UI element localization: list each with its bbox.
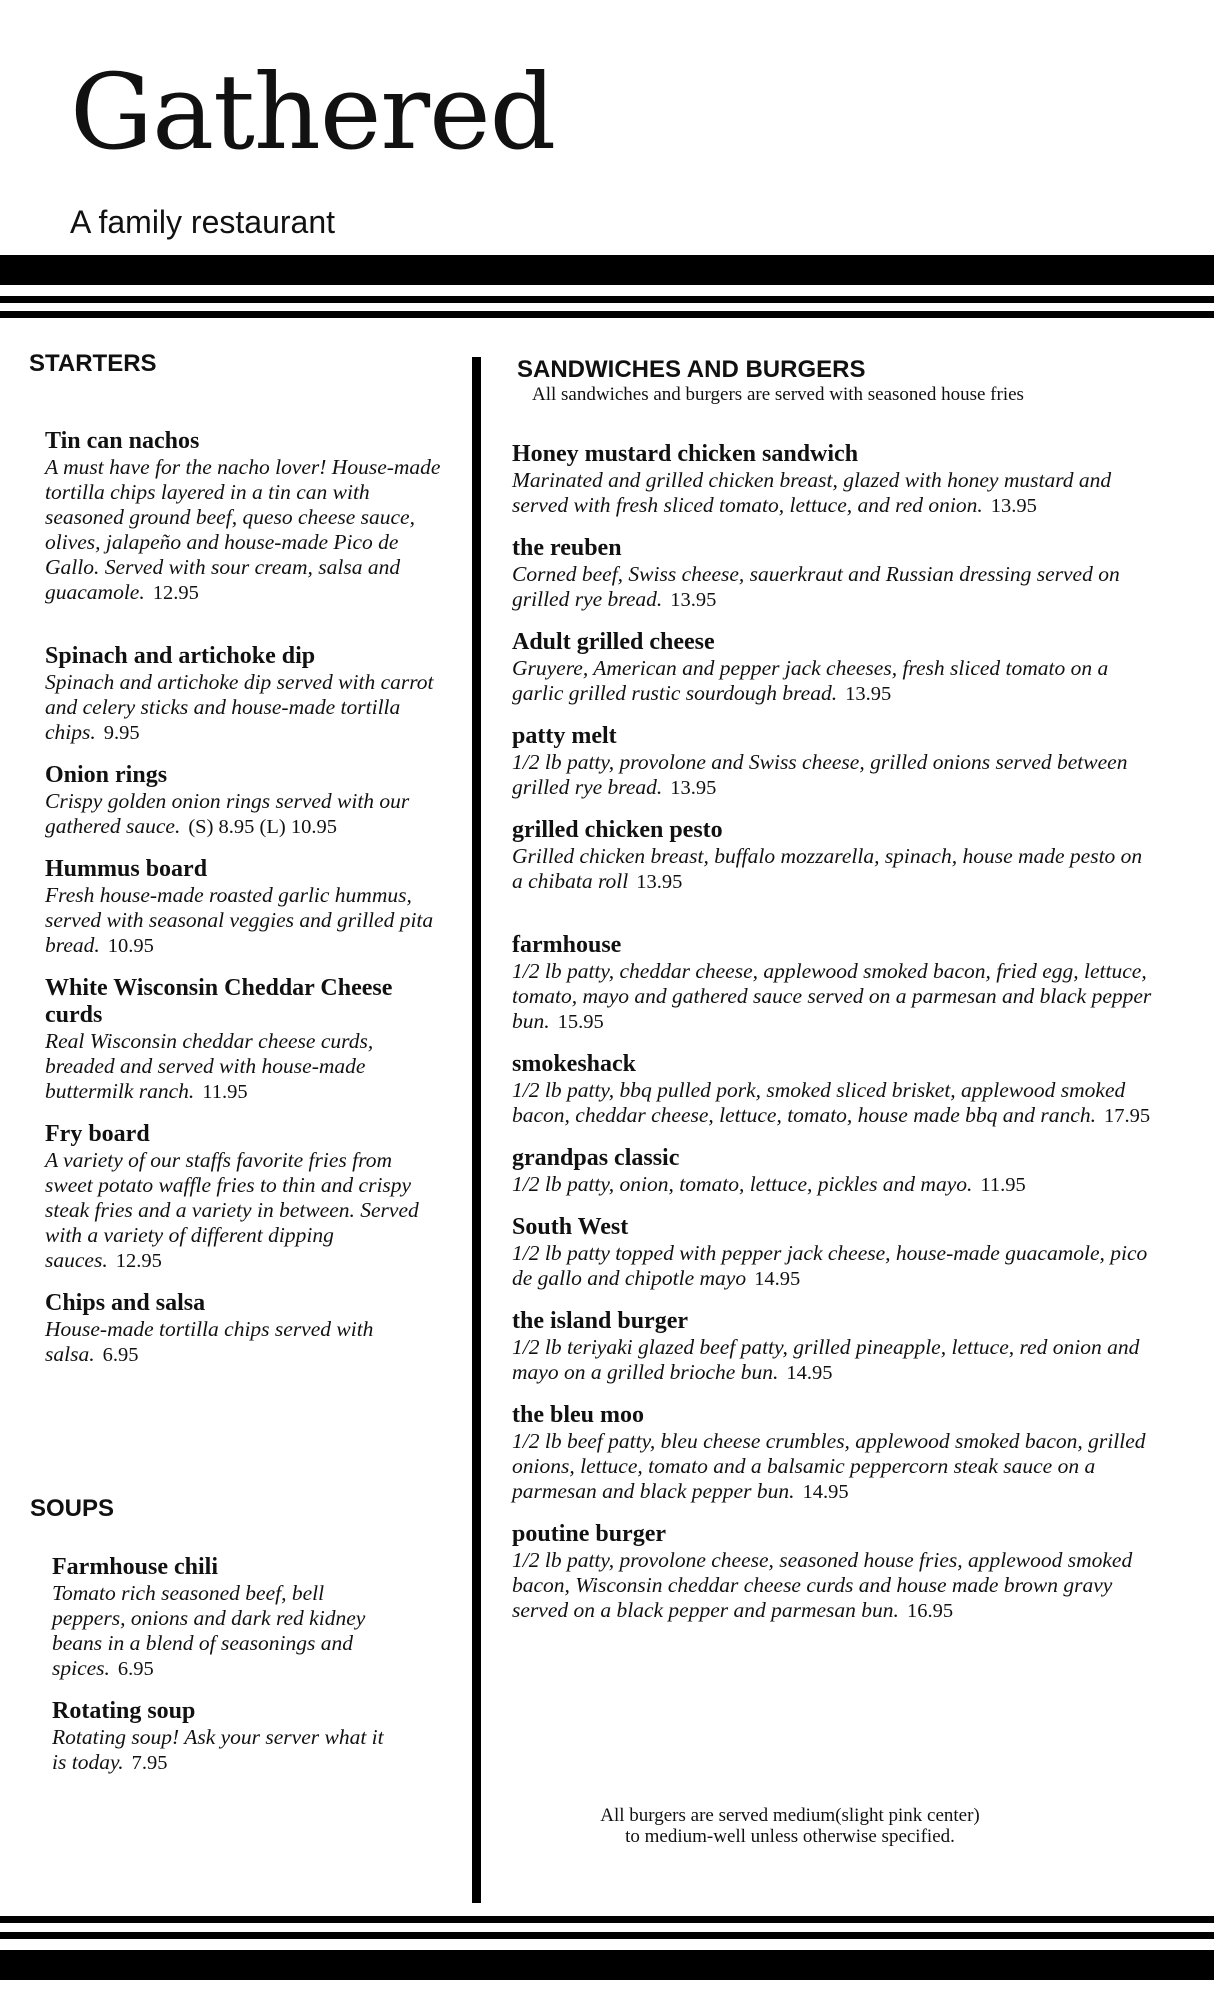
soups-heading: SOUPS — [30, 1495, 115, 1522]
item-description: Real Wisconsin cheddar cheese curds, breaded and served with house-made buttermilk ranch. 11.95 — [45, 1029, 374, 1103]
item-name: Adult grilled cheese — [512, 629, 715, 655]
item-name: White Wisconsin Cheddar Cheese curds — [45, 975, 393, 1028]
burger-note-line-2: to medium-well unless otherwise specified. — [625, 1825, 955, 1847]
item-price: 14.95 — [786, 1362, 833, 1384]
item-description: Spinach and artichoke dip served with carrot and celery sticks and house-made tortilla chips. 9.95 — [45, 670, 434, 744]
item-price: 13.95 — [990, 495, 1037, 517]
item-name: patty melt — [512, 723, 617, 749]
item-name: Honey mustard chicken sandwich — [512, 441, 859, 467]
restaurant-tagline: A family restaurant — [70, 204, 335, 240]
item-name: Onion rings — [45, 762, 168, 788]
item-description: 1/2 lb patty, provolone and Swiss cheese, grilled onions served between grilled rye bread. 13.95 — [512, 750, 1128, 799]
item-price: 10.95 — [107, 935, 154, 957]
item-name: grandpas classic — [512, 1145, 680, 1171]
column-divider — [472, 357, 481, 1903]
sandwiches-heading: SANDWICHES AND BURGERS — [517, 356, 866, 383]
menu-item — [512, 1308, 1152, 1386]
item-price: 14.95 — [802, 1481, 849, 1503]
item-price: 9.95 — [103, 722, 140, 744]
item-price: 11.95 — [980, 1174, 1026, 1196]
menu-item — [52, 1698, 392, 1776]
item-price: 6.95 — [102, 1344, 139, 1366]
item-price: (S) 8.95 (L) 10.95 — [188, 816, 337, 838]
item-name: grilled chicken pesto — [512, 817, 723, 843]
item-description: House-made tortilla chips served with salsa. 6.95 — [45, 1317, 374, 1366]
menu-item — [512, 1402, 1152, 1505]
menu-item — [52, 1554, 392, 1682]
item-price: 12.95 — [115, 1250, 162, 1272]
menu-item — [512, 629, 1152, 707]
item-description: 1/2 lb patty, bbq pulled pork, smoked sliced brisket, applewood smoked bacon, cheddar cheese, lettuce, tomato, house made bbq and ranch. 17.95 — [512, 1078, 1151, 1127]
item-name: Fry board — [45, 1121, 150, 1147]
menu-item — [512, 1145, 1152, 1198]
item-name: Hummus board — [45, 856, 208, 882]
menu-item — [512, 1214, 1152, 1292]
item-price: 12.95 — [152, 582, 199, 604]
item-name: Spinach and artichoke dip — [45, 643, 316, 669]
item-price: 14.95 — [754, 1268, 801, 1290]
item-price: 15.95 — [557, 1011, 604, 1033]
menu-item — [45, 428, 445, 606]
item-description: 1/2 lb patty topped with pepper jack cheese, house-made guacamole, pico de gallo and chipotle mayo 14.95 — [512, 1241, 1148, 1290]
item-description: 1/2 lb beef patty, bleu cheese crumbles, applewood smoked bacon, grilled onions, lettuce, tomato and a balsamic peppercorn steak sauce on a parmesan and black pepper bun. 14.95 — [512, 1429, 1146, 1503]
menu-item — [45, 975, 445, 1105]
item-name: the reuben — [512, 535, 622, 561]
menu-item — [45, 856, 445, 959]
item-name: smokeshack — [512, 1051, 637, 1077]
item-description: Gruyere, American and pepper jack cheeses, fresh sliced tomato on a garlic grilled rustic sourdough bread. 13.95 — [512, 656, 1109, 705]
item-description: Fresh house-made roasted garlic hummus, served with seasonal veggies and grilled pita bread. 10.95 — [45, 883, 434, 957]
menu-item — [512, 441, 1152, 519]
menu-item — [45, 643, 445, 746]
item-description: A variety of our staffs favorite fries from sweet potato waffle fries to thin and crispy steak fries and a variety in between. Served with a variety of different dipping sauces. 12.95 — [45, 1148, 419, 1272]
item-name: Tin can nachos — [45, 428, 200, 454]
bottom-divider-thick — [0, 1950, 1214, 1980]
item-price: 13.95 — [670, 589, 717, 611]
starters-heading: STARTERS — [29, 350, 157, 377]
item-price: 16.95 — [906, 1600, 954, 1622]
item-price: 13.95 — [845, 683, 892, 705]
soups-list — [52, 1554, 392, 1776]
item-name: Chips and salsa — [45, 1290, 206, 1316]
restaurant-title: Gathered — [70, 51, 556, 173]
item-description: Crispy golden onion rings served with our gathered sauce. (S) 8.95 (L) 10.95 — [45, 789, 410, 838]
bottom-divider-thin-2 — [0, 1932, 1214, 1939]
item-price: 6.95 — [117, 1658, 154, 1680]
item-description: Grilled chicken breast, buffalo mozzarella, spinach, house made pesto on a chibata roll 13.95 — [512, 844, 1143, 893]
item-price: 7.95 — [131, 1752, 168, 1774]
item-name: farmhouse — [512, 932, 622, 958]
burger-temperature-note — [530, 1806, 1050, 1848]
item-name: the island burger — [512, 1308, 689, 1334]
menu-item — [512, 535, 1152, 613]
item-description: Rotating soup! Ask your server what it is today. 7.95 — [52, 1725, 384, 1774]
item-price: 13.95 — [670, 777, 717, 799]
item-description: 1/2 lb patty, onion, tomato, lettuce, pickles and mayo. 11.95 — [512, 1172, 1026, 1196]
item-description: Tomato rich seasoned beef, bell peppers, onions and dark red kidney beans in a blend of seasonings and spices. 6.95 — [52, 1581, 366, 1680]
item-description: Corned beef, Swiss cheese, sauerkraut and Russian dressing served on grilled rye bread. 13.95 — [512, 562, 1120, 611]
menu-item — [45, 1121, 445, 1274]
menu-item — [45, 1290, 445, 1368]
top-divider-thin-2 — [0, 311, 1214, 318]
menu-item — [512, 932, 1152, 1035]
item-description: 1/2 lb patty, provolone cheese, seasoned house fries, applewood smoked bacon, Wisconsin cheddar cheese curds and house made brown gravy served on a black pepper and parmesan bun. 16.95 — [512, 1548, 1133, 1622]
item-name: South West — [512, 1214, 629, 1240]
item-description: 1/2 lb patty, cheddar cheese, applewood smoked bacon, fried egg, lettuce, tomato, mayo and gathered sauce served on a parmesan and black pepper bun. 15.95 — [512, 959, 1152, 1033]
top-divider-thin-1 — [0, 296, 1214, 303]
item-description: Marinated and grilled chicken breast, glazed with honey mustard and served with fresh sliced tomato, lettuce, and red onion. 13.95 — [512, 468, 1112, 517]
starters-list — [45, 428, 445, 1368]
item-name: Rotating soup — [52, 1698, 196, 1724]
bottom-divider-thin-1 — [0, 1916, 1214, 1923]
menu-item — [512, 1521, 1152, 1624]
menu-item — [512, 817, 1152, 895]
item-name: Farmhouse chili — [52, 1554, 218, 1580]
burger-note-line-1: All burgers are served medium(slight pink center) — [600, 1805, 980, 1826]
item-name: poutine burger — [512, 1521, 667, 1547]
item-description: A must have for the nacho lover! House-made tortilla chips layered in a tin can with seasoned ground beef, queso cheese sauce, olives, jalapeño and house-made Pico de Gallo. Served with sour cream, salsa and guacamole. 12.95 — [45, 455, 441, 604]
item-description: 1/2 lb teriyaki glazed beef patty, grilled pineapple, lettuce, red onion and mayo on a grilled brioche bun. 14.95 — [512, 1335, 1140, 1384]
menu-item — [45, 762, 445, 840]
item-price: 13.95 — [636, 871, 683, 893]
item-name: the bleu moo — [512, 1402, 644, 1428]
item-price: 11.95 — [202, 1081, 248, 1103]
sandwiches-subheading: All sandwiches and burgers are served with seasoned house fries — [532, 384, 1024, 405]
top-divider-thick — [0, 255, 1214, 285]
sandwiches-list — [512, 441, 1152, 1624]
menu-item — [512, 1051, 1152, 1129]
menu-item — [512, 723, 1152, 801]
item-price: 17.95 — [1103, 1105, 1151, 1127]
